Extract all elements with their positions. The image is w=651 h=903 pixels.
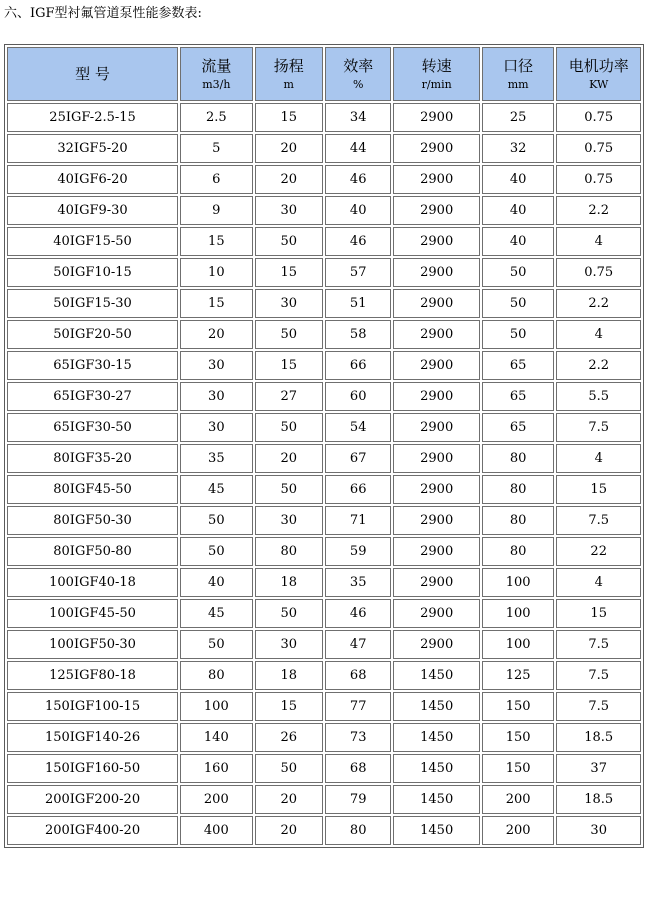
cell-motor-power: 37 xyxy=(556,754,641,783)
cell-diameter: 150 xyxy=(482,723,554,752)
cell-model: 65IGF30-15 xyxy=(7,351,178,380)
cell-head: 15 xyxy=(255,351,323,380)
cell-efficiency: 44 xyxy=(325,134,391,163)
table-row xyxy=(7,630,641,659)
cell-speed: 2900 xyxy=(393,320,480,349)
table-row xyxy=(7,816,641,845)
cell-efficiency: 47 xyxy=(325,630,391,659)
cell-diameter: 125 xyxy=(482,661,554,690)
cell-speed: 2900 xyxy=(393,413,480,442)
cell-efficiency: 46 xyxy=(325,599,391,628)
cell-diameter: 80 xyxy=(482,537,554,566)
cell-model: 100IGF50-30 xyxy=(7,630,178,659)
table-row xyxy=(7,227,641,256)
cell-head: 20 xyxy=(255,444,323,473)
cell-efficiency: 46 xyxy=(325,165,391,194)
cell-motor-power: 2.2 xyxy=(556,351,641,380)
cell-flow: 35 xyxy=(180,444,252,473)
cell-model: 100IGF45-50 xyxy=(7,599,178,628)
cell-motor-power: 2.2 xyxy=(556,289,641,318)
table-row xyxy=(7,134,641,163)
cell-efficiency: 60 xyxy=(325,382,391,411)
col-header-diameter xyxy=(482,47,554,101)
cell-diameter: 25 xyxy=(482,103,554,132)
cell-speed: 2900 xyxy=(393,351,480,380)
cell-speed: 1450 xyxy=(393,816,480,845)
cell-model: 32IGF5-20 xyxy=(7,134,178,163)
cell-diameter: 200 xyxy=(482,785,554,814)
cell-diameter: 40 xyxy=(482,196,554,225)
cell-speed: 2900 xyxy=(393,475,480,504)
cell-flow: 5 xyxy=(180,134,252,163)
cell-flow: 80 xyxy=(180,661,252,690)
cell-motor-power: 5.5 xyxy=(556,382,641,411)
cell-speed: 2900 xyxy=(393,196,480,225)
cell-speed: 1450 xyxy=(393,785,480,814)
cell-efficiency: 58 xyxy=(325,320,391,349)
table-header-row xyxy=(7,47,641,101)
cell-flow: 2.5 xyxy=(180,103,252,132)
cell-model: 150IGF100-15 xyxy=(7,692,178,721)
cell-speed: 2900 xyxy=(393,165,480,194)
cell-diameter: 80 xyxy=(482,444,554,473)
cell-efficiency: 80 xyxy=(325,816,391,845)
cell-diameter: 32 xyxy=(482,134,554,163)
cell-efficiency: 77 xyxy=(325,692,391,721)
table-row xyxy=(7,692,641,721)
cell-head: 15 xyxy=(255,103,323,132)
cell-head: 27 xyxy=(255,382,323,411)
cell-efficiency: 35 xyxy=(325,568,391,597)
cell-head: 50 xyxy=(255,227,323,256)
table-row xyxy=(7,723,641,752)
cell-diameter: 65 xyxy=(482,413,554,442)
cell-speed: 2900 xyxy=(393,568,480,597)
cell-diameter: 50 xyxy=(482,289,554,318)
cell-efficiency: 67 xyxy=(325,444,391,473)
cell-motor-power: 0.75 xyxy=(556,165,641,194)
cell-diameter: 80 xyxy=(482,475,554,504)
cell-head: 20 xyxy=(255,134,323,163)
cell-diameter: 65 xyxy=(482,351,554,380)
cell-speed: 2900 xyxy=(393,382,480,411)
cell-speed: 1450 xyxy=(393,754,480,783)
cell-efficiency: 71 xyxy=(325,506,391,535)
table-row xyxy=(7,785,641,814)
cell-diameter: 150 xyxy=(482,692,554,721)
page-title: 六、IGF型衬氟管道泵性能参数表: xyxy=(4,6,202,21)
table-row xyxy=(7,754,641,783)
cell-diameter: 50 xyxy=(482,258,554,287)
cell-diameter: 80 xyxy=(482,506,554,535)
cell-speed: 2900 xyxy=(393,537,480,566)
cell-motor-power: 4 xyxy=(556,320,641,349)
cell-speed: 2900 xyxy=(393,289,480,318)
table-row xyxy=(7,568,641,597)
col-header-name: 转速 xyxy=(421,57,452,75)
cell-speed: 2900 xyxy=(393,103,480,132)
cell-head: 26 xyxy=(255,723,323,752)
cell-efficiency: 68 xyxy=(325,754,391,783)
cell-diameter: 100 xyxy=(482,599,554,628)
cell-motor-power: 7.5 xyxy=(556,413,641,442)
cell-diameter: 65 xyxy=(482,382,554,411)
cell-motor-power: 15 xyxy=(556,599,641,628)
cell-head: 30 xyxy=(255,196,323,225)
cell-efficiency: 66 xyxy=(325,475,391,504)
cell-motor-power: 2.2 xyxy=(556,196,641,225)
table-row xyxy=(7,289,641,318)
cell-diameter: 40 xyxy=(482,227,554,256)
cell-speed: 2900 xyxy=(393,506,480,535)
cell-flow: 200 xyxy=(180,785,252,814)
cell-head: 50 xyxy=(255,754,323,783)
col-header-motor-power xyxy=(556,47,641,101)
cell-efficiency: 66 xyxy=(325,351,391,380)
col-header-flow xyxy=(180,47,252,101)
col-header-efficiency xyxy=(325,47,391,101)
cell-efficiency: 40 xyxy=(325,196,391,225)
cell-speed: 1450 xyxy=(393,723,480,752)
table-body xyxy=(7,103,641,845)
cell-motor-power: 0.75 xyxy=(556,134,641,163)
cell-model: 80IGF35-20 xyxy=(7,444,178,473)
cell-efficiency: 68 xyxy=(325,661,391,690)
table-row xyxy=(7,103,641,132)
cell-motor-power: 0.75 xyxy=(556,258,641,287)
col-header-name: 流量 xyxy=(201,57,232,75)
cell-flow: 400 xyxy=(180,816,252,845)
cell-motor-power: 7.5 xyxy=(556,506,641,535)
cell-head: 18 xyxy=(255,568,323,597)
cell-head: 15 xyxy=(255,258,323,287)
cell-model: 50IGF10-15 xyxy=(7,258,178,287)
cell-head: 30 xyxy=(255,506,323,535)
cell-motor-power: 30 xyxy=(556,816,641,845)
cell-model: 25IGF-2.5-15 xyxy=(7,103,178,132)
cell-flow: 45 xyxy=(180,599,252,628)
table-row xyxy=(7,413,641,442)
table-row xyxy=(7,661,641,690)
cell-model: 50IGF20-50 xyxy=(7,320,178,349)
col-header-name: 扬程 xyxy=(273,57,304,75)
cell-efficiency: 57 xyxy=(325,258,391,287)
col-header-head xyxy=(255,47,323,101)
cell-speed: 2900 xyxy=(393,134,480,163)
cell-diameter: 100 xyxy=(482,568,554,597)
cell-efficiency: 51 xyxy=(325,289,391,318)
cell-motor-power: 4 xyxy=(556,568,641,597)
table-row xyxy=(7,320,641,349)
table-row xyxy=(7,382,641,411)
cell-head: 20 xyxy=(255,165,323,194)
cell-head: 30 xyxy=(255,289,323,318)
table-row xyxy=(7,258,641,287)
cell-flow: 50 xyxy=(180,506,252,535)
cell-head: 50 xyxy=(255,413,323,442)
col-header-unit: mm xyxy=(507,78,529,91)
cell-efficiency: 54 xyxy=(325,413,391,442)
cell-efficiency: 46 xyxy=(325,227,391,256)
cell-head: 80 xyxy=(255,537,323,566)
cell-flow: 30 xyxy=(180,382,252,411)
cell-motor-power: 22 xyxy=(556,537,641,566)
table-row xyxy=(7,506,641,535)
cell-flow: 30 xyxy=(180,413,252,442)
col-header-name: 口径 xyxy=(503,57,534,75)
col-header-unit: m xyxy=(283,78,294,91)
cell-flow: 160 xyxy=(180,754,252,783)
cell-model: 200IGF400-20 xyxy=(7,816,178,845)
cell-speed: 2900 xyxy=(393,444,480,473)
cell-diameter: 100 xyxy=(482,630,554,659)
cell-efficiency: 59 xyxy=(325,537,391,566)
col-header-model xyxy=(7,47,178,101)
cell-speed: 1450 xyxy=(393,692,480,721)
cell-efficiency: 73 xyxy=(325,723,391,752)
cell-model: 40IGF6-20 xyxy=(7,165,178,194)
cell-motor-power: 0.75 xyxy=(556,103,641,132)
cell-head: 20 xyxy=(255,816,323,845)
table-row xyxy=(7,537,641,566)
cell-flow: 9 xyxy=(180,196,252,225)
col-header-unit: r/min xyxy=(421,78,452,91)
cell-head: 18 xyxy=(255,661,323,690)
cell-motor-power: 4 xyxy=(556,444,641,473)
cell-diameter: 200 xyxy=(482,816,554,845)
cell-model: 80IGF50-30 xyxy=(7,506,178,535)
cell-speed: 2900 xyxy=(393,599,480,628)
cell-model: 65IGF30-50 xyxy=(7,413,178,442)
cell-flow: 30 xyxy=(180,351,252,380)
cell-motor-power: 18.5 xyxy=(556,723,641,752)
cell-flow: 50 xyxy=(180,630,252,659)
cell-head: 20 xyxy=(255,785,323,814)
col-header-name: 效率 xyxy=(343,57,374,75)
col-header-unit: KW xyxy=(589,78,609,91)
cell-motor-power: 7.5 xyxy=(556,630,641,659)
cell-model: 65IGF30-27 xyxy=(7,382,178,411)
cell-motor-power: 4 xyxy=(556,227,641,256)
cell-motor-power: 7.5 xyxy=(556,692,641,721)
cell-model: 80IGF50-80 xyxy=(7,537,178,566)
cell-flow: 45 xyxy=(180,475,252,504)
cell-flow: 100 xyxy=(180,692,252,721)
cell-head: 50 xyxy=(255,320,323,349)
cell-efficiency: 79 xyxy=(325,785,391,814)
col-header-name: 电机功率 xyxy=(568,57,629,75)
col-header-unit: m3/h xyxy=(202,78,231,91)
cell-flow: 40 xyxy=(180,568,252,597)
cell-model: 50IGF15-30 xyxy=(7,289,178,318)
cell-head: 50 xyxy=(255,475,323,504)
table-row xyxy=(7,196,641,225)
cell-speed: 2900 xyxy=(393,630,480,659)
cell-motor-power: 18.5 xyxy=(556,785,641,814)
cell-model: 40IGF15-50 xyxy=(7,227,178,256)
cell-motor-power: 15 xyxy=(556,475,641,504)
table-row xyxy=(7,444,641,473)
cell-speed: 2900 xyxy=(393,258,480,287)
cell-flow: 20 xyxy=(180,320,252,349)
table-row xyxy=(7,351,641,380)
cell-flow: 50 xyxy=(180,537,252,566)
cell-head: 15 xyxy=(255,692,323,721)
cell-model: 200IGF200-20 xyxy=(7,785,178,814)
table-row xyxy=(7,599,641,628)
cell-flow: 6 xyxy=(180,165,252,194)
cell-flow: 10 xyxy=(180,258,252,287)
table-row xyxy=(7,475,641,504)
cell-diameter: 50 xyxy=(482,320,554,349)
cell-model: 100IGF40-18 xyxy=(7,568,178,597)
cell-model: 125IGF80-18 xyxy=(7,661,178,690)
pump-spec-table xyxy=(4,44,644,848)
col-header-name: 型 号 xyxy=(75,65,110,83)
cell-head: 50 xyxy=(255,599,323,628)
cell-diameter: 40 xyxy=(482,165,554,194)
cell-model: 150IGF140-26 xyxy=(7,723,178,752)
cell-model: 40IGF9-30 xyxy=(7,196,178,225)
cell-flow: 15 xyxy=(180,227,252,256)
cell-speed: 1450 xyxy=(393,661,480,690)
cell-flow: 140 xyxy=(180,723,252,752)
cell-model: 80IGF45-50 xyxy=(7,475,178,504)
cell-diameter: 150 xyxy=(482,754,554,783)
cell-efficiency: 34 xyxy=(325,103,391,132)
table-row xyxy=(7,165,641,194)
cell-flow: 15 xyxy=(180,289,252,318)
col-header-unit: % xyxy=(352,78,364,91)
cell-speed: 2900 xyxy=(393,227,480,256)
cell-model: 150IGF160-50 xyxy=(7,754,178,783)
cell-motor-power: 7.5 xyxy=(556,661,641,690)
col-header-speed xyxy=(393,47,480,101)
cell-head: 30 xyxy=(255,630,323,659)
